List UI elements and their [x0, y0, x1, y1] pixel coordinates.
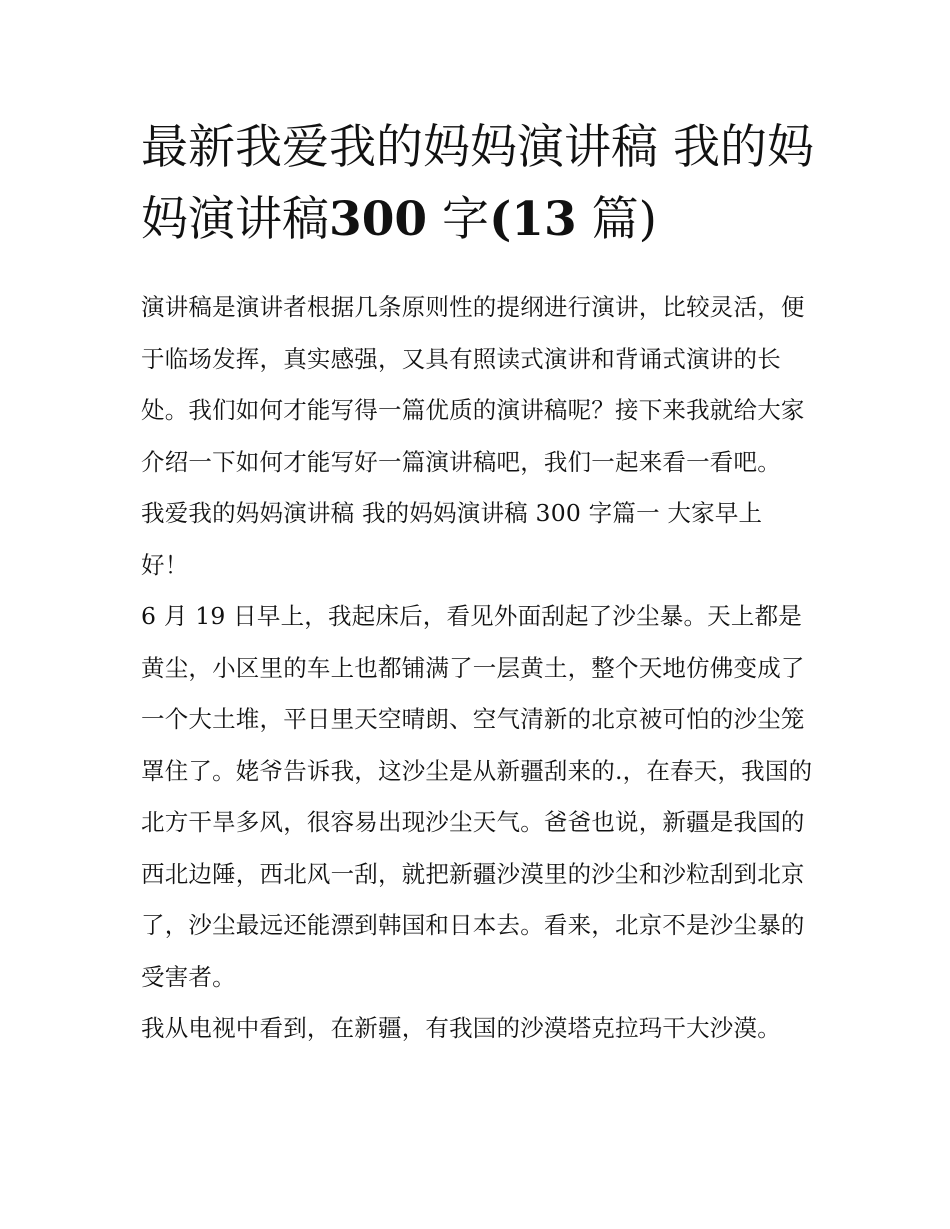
paragraph-heading-one: 我爱我的妈妈演讲稿 我的妈妈演讲稿 300 字篇一 大家早上好！ — [141, 499, 763, 579]
paragraph-sandstorm: 6 月 19 日早上，我起床后，看见外面刮起了沙尘暴。天上都是黄尘，小区里的车上也都铺满了一层黄土，整个天地仿佛变成了一个大土堆，平日里天空晴朗、空气清新的北京被可怕的沙尘笼罩住了。姥爷告诉我，这沙尘是从新疆刮来的.，在春天，我国的北方干旱多风，很容易出现沙尘天气。爸爸也说，新疆是我国的西北边陲，西北风一刮，就把新疆沙漠里的沙尘和沙粒刮到北京了，沙尘最远还能漂到韩国和日本去。看来，北京不是沙尘暴的受害者。 — [141, 602, 813, 991]
title-number-300: 300 — [329, 192, 428, 247]
document-title — [141, 112, 821, 256]
title-text-1: 最新我爱我的妈妈演讲稿 我的妈妈演讲稿 — [141, 120, 814, 247]
title-number-13: (13 — [489, 192, 577, 247]
paragraph-intro: 演讲稿是演讲者根据几条原则性的提纲进行演讲，比较灵活，便于临场发挥，真实感强，又具有照读式演讲和背诵式演讲的长处。我们如何才能写得一篇优质的演讲稿呢？接下来我就给大家介绍一下如何才能写好一篇演讲稿吧，我们一起来看一看吧。 — [141, 293, 805, 476]
document-body — [141, 282, 813, 1055]
title-text-3: 篇) — [576, 192, 657, 247]
paragraph-desert: 我从电视中看到，在新疆，有我国的沙漠塔克拉玛干大沙漠。 — [141, 1014, 781, 1042]
title-text-2: 字 — [427, 192, 490, 247]
